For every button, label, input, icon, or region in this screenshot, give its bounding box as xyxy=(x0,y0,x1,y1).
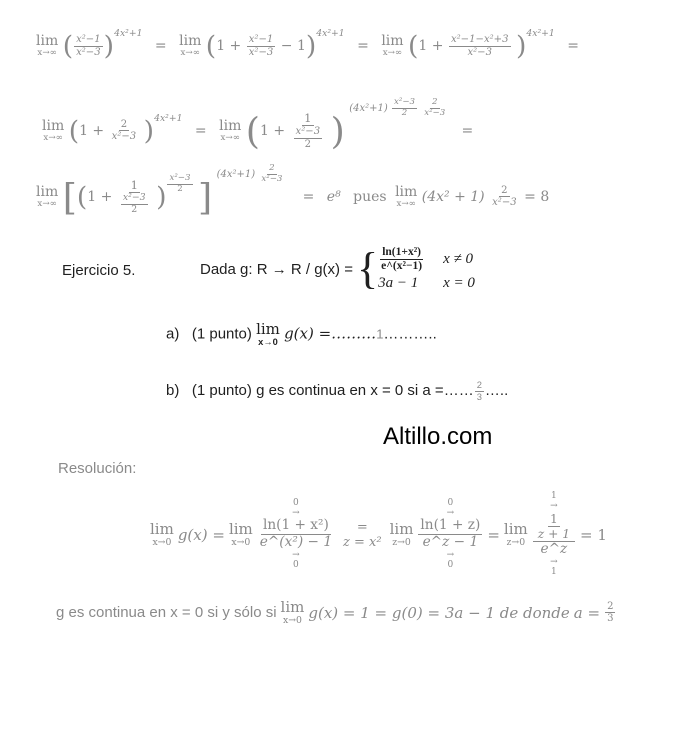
exercise-definition: Dada g: R → R / g(x) = { $\frac{\text{ln(1+x²)}}{\text{e\textasciicircum{}(x²−1)}}$ x ≠ 0 3a − 1 x = 0 xyxy=(200,244,475,294)
limit-operator: lim x→∞ xyxy=(395,184,418,210)
resolution-chain: lim x→0 g(x) = lim x→0 0 → $\frac{\text{ln(1 + x²)}}{\text{e\textasciicircum{}(x²) − 1}}$ → 0 = z = x² lim z→0 0 → $\frac{\ln(1 + z)}{e\^{}z - 1}$ → 0 = lim z→0 1 → $\frac{\frac{1}{z + 1}}{e\^{}z}$ → 1 = 1 xyxy=(150,491,607,577)
nested-fraction: $\frac{1}{\frac{\text{x²−3}}{2}}$ xyxy=(295,110,321,150)
question-a: a) (1 punto) lim x→0 g(x) =………1……….. xyxy=(166,320,437,347)
derivation-row-1: lim x→∞ ( $\frac{\text{x²−1}}{\text{x²−3}}$ )$^{4x^2+1}$ = lim x→∞ (1 + $\frac{\text{x²−1}}{\text{x²−3}}$ − 1)$^{4x^2+1}$ = lim x→∞ (1 + $\frac{\text{x²−1−x²+3}}{\text{x²−3}}$ )$^{4x^2+1}$ = xyxy=(36,28,579,62)
derivation-row-2: lim x→∞ (1 + $\frac{2}{\text{x²−3}}$ )$^{4x^2+1}$ = lim x→∞ (1 + $\frac{1}{\frac{\text{x²−3}}{2}}$ ) $^{(4x^2+1) \frac{\text{x²−3}}{2} \frac{2}{\text{x²−3}}}$ = xyxy=(42,97,474,153)
limit-operator: lim x→∞ xyxy=(36,33,59,59)
exercise-title: Ejercicio 5. xyxy=(62,262,136,279)
limit-operator: lim x→∞ xyxy=(42,118,65,144)
question-b: b) (1 punto) g es continua en x = 0 si a =…… $\frac{2}{3}$ ….. xyxy=(166,380,509,402)
limit-operator: lim x→∞ xyxy=(381,33,404,59)
exponent: (4x²+1) x²−3 2 2 x²−3 xyxy=(349,97,446,118)
derivation-row-3: lim x→∞ [(1 + $\frac{1}{\frac{\text{x²−3}}{2}}$ ) $^{\frac{\text{x²−3}}{2}}$ ] $^{(4x^2+1) \frac{2}{\text{x²−3}}}$ = e⁸ pues lim x→∞ (4x² + 1) $\frac{2}{\text{x²−3}}$ = 8 xyxy=(36,163,550,219)
fraction: $\frac{2}{\text{x²−3}}$ xyxy=(492,184,517,209)
limit-operator: lim x→∞ xyxy=(179,33,202,59)
watermark: Altillo.com xyxy=(383,423,493,450)
resolution-heading: Resolución: xyxy=(58,460,137,477)
resolution-conclusion: g es continua en x = 0 si y sólo si lim x→0 g(x) = 1 = g(0) = 3a − 1 de donde a = $\frac{2}{3}$ xyxy=(56,598,614,626)
answer-b: $\frac{2}{3}$ xyxy=(476,380,482,402)
fraction: $\frac{\text{x²−1}}{\text{x²−3}}$ xyxy=(76,34,101,58)
nested-fraction: $\frac{1}{\frac{\text{x²−3}}{2}}$ xyxy=(122,177,146,215)
exponent: 4x²+1 xyxy=(114,28,143,40)
brace-icon: { xyxy=(356,244,379,294)
limit-operator: lim x→∞ xyxy=(219,118,242,144)
fraction: $\frac{\text{x²−1−x²+3}}{\text{x²−3}}$ xyxy=(450,34,509,58)
answer-a: 1 xyxy=(376,326,384,342)
result-e8: e⁸ xyxy=(326,188,341,205)
limit-operator: lim x→∞ xyxy=(36,184,59,210)
fraction: $\frac{\text{x²−1}}{\text{x²−3}}$ xyxy=(248,34,274,58)
fraction: $\frac{2}{\text{x²−3}}$ xyxy=(111,118,137,143)
